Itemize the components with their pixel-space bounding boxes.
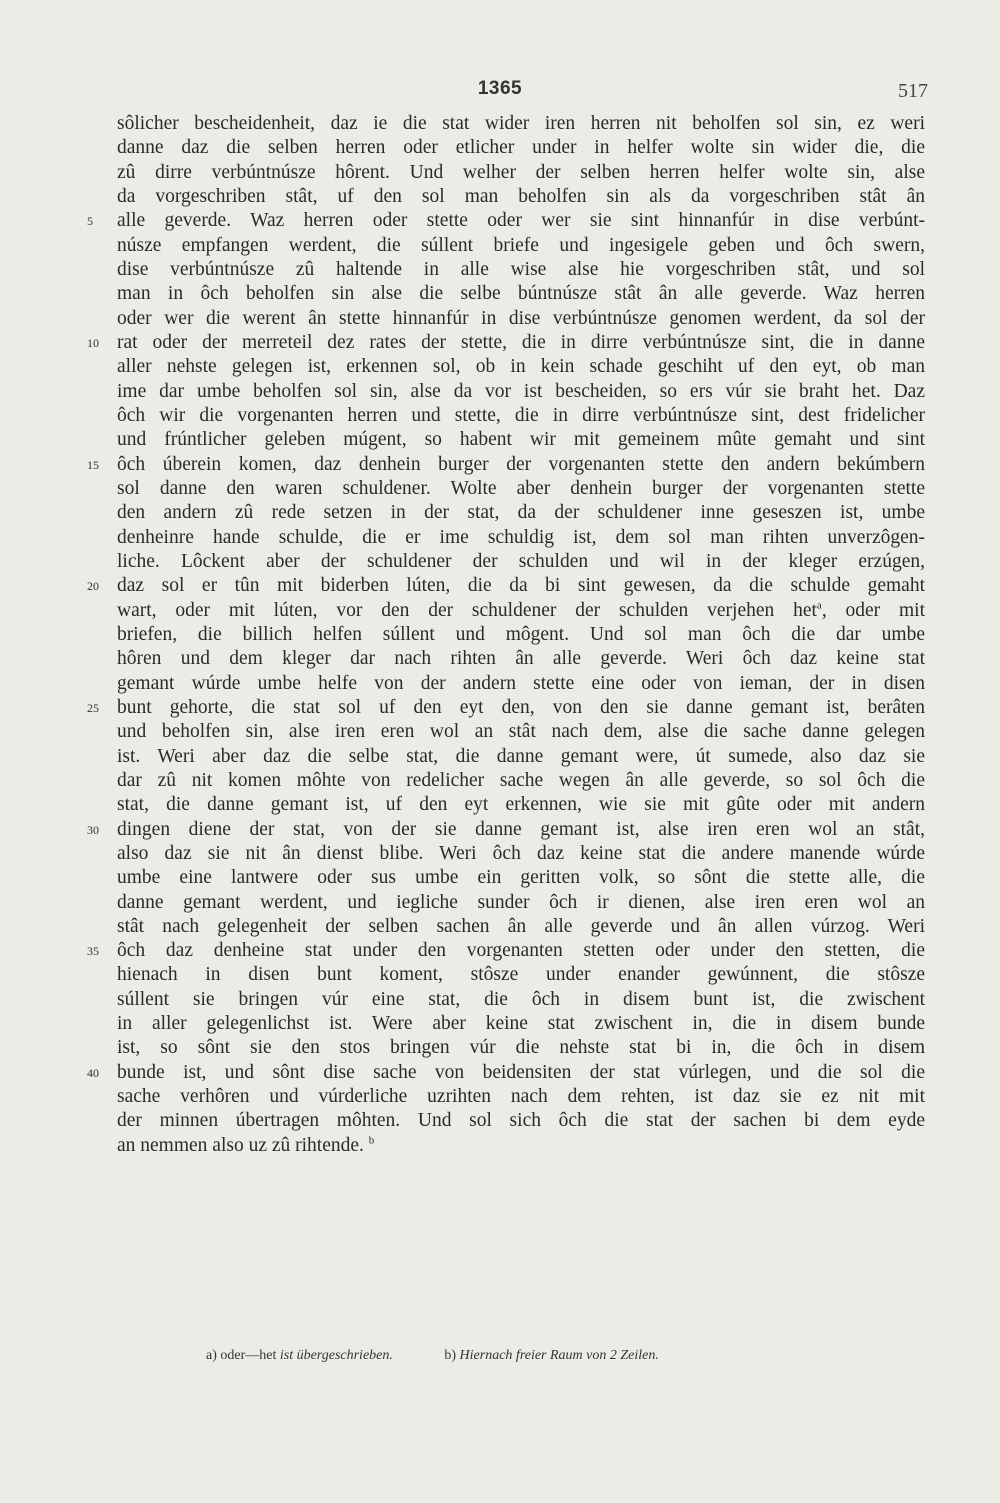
text-line: 5 alle geverde. Waz herren oder stette oder wer sie sint hinnanfúr in dise verbúnt- (117, 209, 925, 233)
text-line: danne gemant werdent, und iegliche sunder ôch ir dienen, alse iren eren wol an (117, 891, 925, 913)
text-line: 35 ôch daz denheine stat under den vorgenanten stetten oder under den stetten, die (117, 939, 925, 963)
text-line: und beholfen sin, alse iren eren wol an stât nach dem, alse die sache danne gelegen (117, 721, 925, 743)
line-number: 5 (87, 214, 93, 229)
text-line: sol danne den waren schuldener. Wolte aber denhein burger der vorgenanten stette (117, 477, 925, 499)
line-number: 40 (87, 1065, 99, 1080)
page-number: 517 (898, 80, 928, 102)
text-line: liche. Lôckent aber der schuldener der schulden und wil in der kleger erzúgen, (117, 550, 925, 572)
line-number: 30 (87, 822, 99, 837)
text-line: gemant wúrde umbe helfe von der andern stette eine oder von ieman, der in disen (117, 672, 925, 694)
text-line: der minnen úbertragen môhten. Und sol sich ôch die stat der sachen bi dem eyde (117, 1110, 925, 1132)
text-line: hôren und dem kleger dar nach rihten ân alle geverde. Weri ôch daz keine stat (117, 648, 925, 670)
text-line: an nemmen also uz zû rihtende. $^b$ (117, 1134, 375, 1156)
line-number: 10 (87, 335, 99, 350)
line-number: 25 (87, 700, 99, 715)
year-header: 1365 (477, 78, 523, 99)
text-line: ist, so sônt sie den stos bringen vúr die nehste stat bi in, die ôch in disem (117, 1037, 925, 1059)
text-line: stât nach gelegenheit der selben sachen ân alle geverde und ân allen vúrzog. Weri (117, 915, 925, 937)
line-number: 35 (87, 944, 99, 959)
text-line: wart, oder mit lúten, vor den der schuldener der schulden verjehen het$^a$, oder mit (117, 599, 926, 621)
footnote-b: b) Hiernach freier Raum von 2 Zeilen. (444, 1348, 659, 1363)
text-line: núsze empfangen werdent, die súllent briefe und ingesigele geben und ôch swern, (117, 234, 925, 256)
body-text (87, 112, 926, 1158)
footnote-mark-a: a (816, 599, 822, 612)
footnote-mark-b: b (368, 1134, 375, 1147)
text-line: und frúntlicher geleben múgent, so habent wir mit gemeinem mûte gemaht und sint (117, 429, 925, 451)
text-line: 30 dingen diene der stat, von der sie danne gemant ist, alse iren eren wol an stât, (117, 818, 925, 842)
text-line: briefen, die billich helfen súllent und môgent. Und sol man ôch die dar umbe (117, 623, 925, 645)
text-line: dar zû nit komen môhte von redelicher sache wegen ân alle geverde, so sol ôch die (117, 769, 925, 791)
text-line: aller nehste gelegen ist, erkennen sol, ob in kein schade geschiht uf den eyt, ob man (117, 356, 925, 378)
text-line: sôlicher bescheidenheit, daz ie die stat wider iren herren nit beholfen sol sin, ez weri (117, 113, 925, 134)
line-number: 15 (87, 457, 99, 472)
text-line: ist. Weri aber daz die selbe stat, die danne gemant were, út sumede, also daz sie (117, 745, 925, 767)
text-line: den andern zû rede setzen in der stat, da der schuldener inne geseszen ist, umbe (117, 502, 925, 524)
text-line: 20 daz sol er tûn mit biderben lúten, die da bi sint gewesen, da die schulde gemaht (117, 574, 925, 598)
text-line: denheinre hande schulde, die er ime schuldig ist, dem sol man rihten unverzôgen- (117, 526, 925, 548)
text-line: 15 ôch úberein komen, daz denhein burger der vorgenanten stette den andern bekúmbern (117, 453, 925, 477)
text-line: da vorgeschriben stât, uf den sol man beholfen sin als da vorgeschriben stât ân (117, 185, 925, 207)
text-line: umbe eine lantwere oder sus umbe ein geritten volk, so sônt die stette alle, die (117, 867, 925, 889)
text-line: oder wer die werent ân stette hinnanfúr in dise verbúntnúsze genomen werdent, da sol der (117, 307, 925, 329)
text-line: 25 bunt gehorte, die stat sol uf den eyt den, von den sie danne gemant ist, berâten (117, 696, 925, 720)
text-line: 10 rat oder der merreteil dez rates der stette, die in dirre verbúntnúsze sint, die in danne (117, 331, 925, 355)
text-line: sache verhôren und vúrderliche uzrihten nach dem rehten, ist daz sie ez nit mit (117, 1086, 925, 1108)
line-number: 20 (87, 579, 99, 594)
footnote-a: a) oder—het ist übergeschrieben. (206, 1348, 393, 1363)
text-line: ôch wir die vorgenanten herren und stette, die in dirre verbúntnúsze sint, dest fridelicher (117, 404, 925, 426)
footnotes (206, 1348, 806, 1364)
text-line: ime dar umbe beholfen sol sin, alse da vor ist bescheiden, so ers vúr sie braht het. Daz (117, 380, 925, 402)
text-line: 40 bunde ist, und sônt dise sache von beidensiten der stat vúrlegen, und die sol die (117, 1061, 925, 1085)
text-line: danne daz die selben herren oder etlicher under in helfer wolte sin wider die, die (117, 137, 925, 159)
text-line: zû dirre verbúntnúsze hôrent. Und welher der selben herren helfer wolte sin, alse (117, 161, 925, 183)
text-line: in aller gelegenlichst ist. Were aber keine stat zwischent in, die in disem bunde (117, 1013, 925, 1035)
text-line: hienach in disen bunt koment, stôsze under enander gewúnnent, die stôsze (117, 964, 925, 986)
text-line: súllent sie bringen vúr eine stat, die ôch in disem bunt ist, die zwischent (117, 988, 925, 1010)
text-line: dise verbúntnúsze zû haltende in alle wise alse hie vorgeschriben stât, und sol (117, 258, 925, 280)
text-line: stat, die danne gemant ist, uf den eyt erkennen, wie sie mit gûte oder mit andern (117, 794, 925, 816)
text-line: man in ôch beholfen sin alse die selbe búntnúsze stât ân alle geverde. Waz herren (117, 283, 925, 305)
text-line: also daz sie nit ân dienst blibe. Weri ôch daz keine stat die andere manende wúrde (117, 842, 925, 864)
